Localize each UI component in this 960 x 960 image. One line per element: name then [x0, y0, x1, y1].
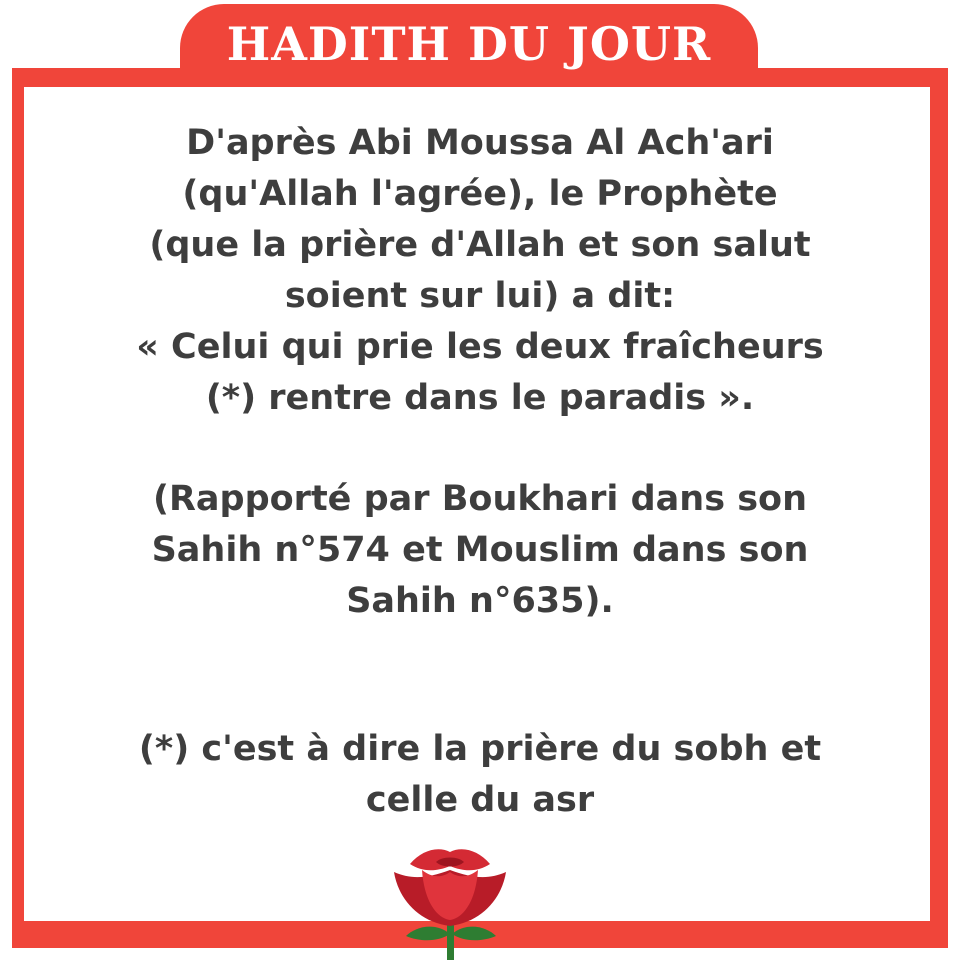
rose-leaf-right	[452, 927, 496, 941]
hadith-line: « Celui qui prie les deux fraîcheurs	[136, 327, 824, 367]
rose-leaf-left	[406, 927, 450, 941]
reference-line: Sahih n°635).	[346, 581, 614, 621]
reference-line: (Rapporté par Boukhari dans son	[152, 479, 808, 519]
hadith-text	[100, 118, 860, 424]
reference-line: Sahih n°574 et Mouslim dans son	[151, 530, 809, 570]
hadith-line: soient sur lui) a dit:	[284, 276, 676, 316]
hadith-line: (*) rentre dans le paradis ».	[205, 378, 755, 418]
rose-icon	[388, 842, 512, 960]
title-banner	[180, 4, 758, 84]
reference-text	[100, 474, 860, 627]
footnote-line: (*) c'est à dire la prière du sobh et	[138, 729, 822, 769]
footnote-text	[100, 724, 860, 826]
hadith-line: D'après Abi Moussa Al Ach'ari	[186, 123, 774, 163]
footnote-line: celle du asr	[365, 780, 595, 820]
rose-stem	[447, 920, 454, 960]
banner-title: HADITH DU JOUR	[226, 17, 712, 71]
hadith-line: (que la prière d'Allah et son salut	[149, 225, 811, 265]
hadith-line: (qu'Allah l'agrée), le Prophète	[182, 174, 778, 214]
